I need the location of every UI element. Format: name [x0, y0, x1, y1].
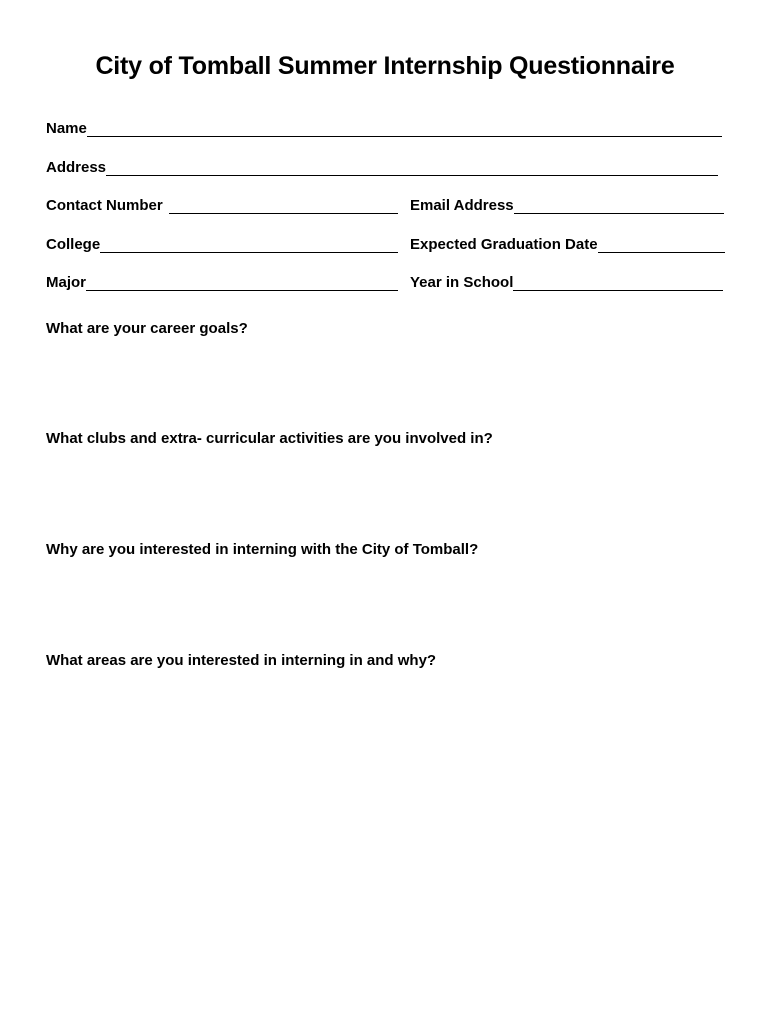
address-label: Address	[46, 159, 107, 176]
page-title: City of Tomball Summer Internship Questionnaire	[95, 52, 675, 80]
major-field[interactable]	[46, 272, 398, 294]
email-address-field[interactable]	[410, 195, 724, 217]
address-field[interactable]	[46, 157, 718, 179]
college-field[interactable]	[46, 234, 398, 256]
expected-graduation-date-label: Expected Graduation Date	[410, 236, 598, 253]
question-interest-in-tomball: Why are you interested in interning with the City of Tomball?	[46, 541, 479, 558]
name-label: Name	[46, 120, 87, 137]
question-career-goals: What are your career goals?	[46, 320, 248, 337]
name-input-line[interactable]	[87, 135, 722, 137]
question-clubs-activities: What clubs and extra- curricular activities are you involved in?	[46, 430, 493, 447]
contact-number-field[interactable]	[46, 195, 398, 217]
major-input-line[interactable]	[86, 289, 398, 291]
name-field[interactable]	[46, 118, 722, 140]
address-input-line[interactable]	[106, 174, 718, 176]
year-in-school-input-line[interactable]	[513, 289, 723, 291]
expected-graduation-date-input-line[interactable]	[598, 251, 725, 253]
contact-number-input-line[interactable]	[169, 212, 398, 214]
expected-graduation-date-field[interactable]	[410, 234, 725, 256]
year-in-school-field[interactable]	[410, 272, 723, 294]
email-address-label: Email Address	[410, 197, 514, 214]
question-areas-of-interest: What areas are you interested in interning in and why?	[46, 652, 437, 669]
college-input-line[interactable]	[100, 251, 398, 253]
college-label: College	[46, 236, 101, 253]
major-label: Major	[46, 274, 87, 291]
email-address-input-line[interactable]	[514, 212, 724, 214]
year-in-school-label: Year in School	[410, 274, 514, 291]
contact-number-label: Contact Number	[46, 197, 163, 214]
